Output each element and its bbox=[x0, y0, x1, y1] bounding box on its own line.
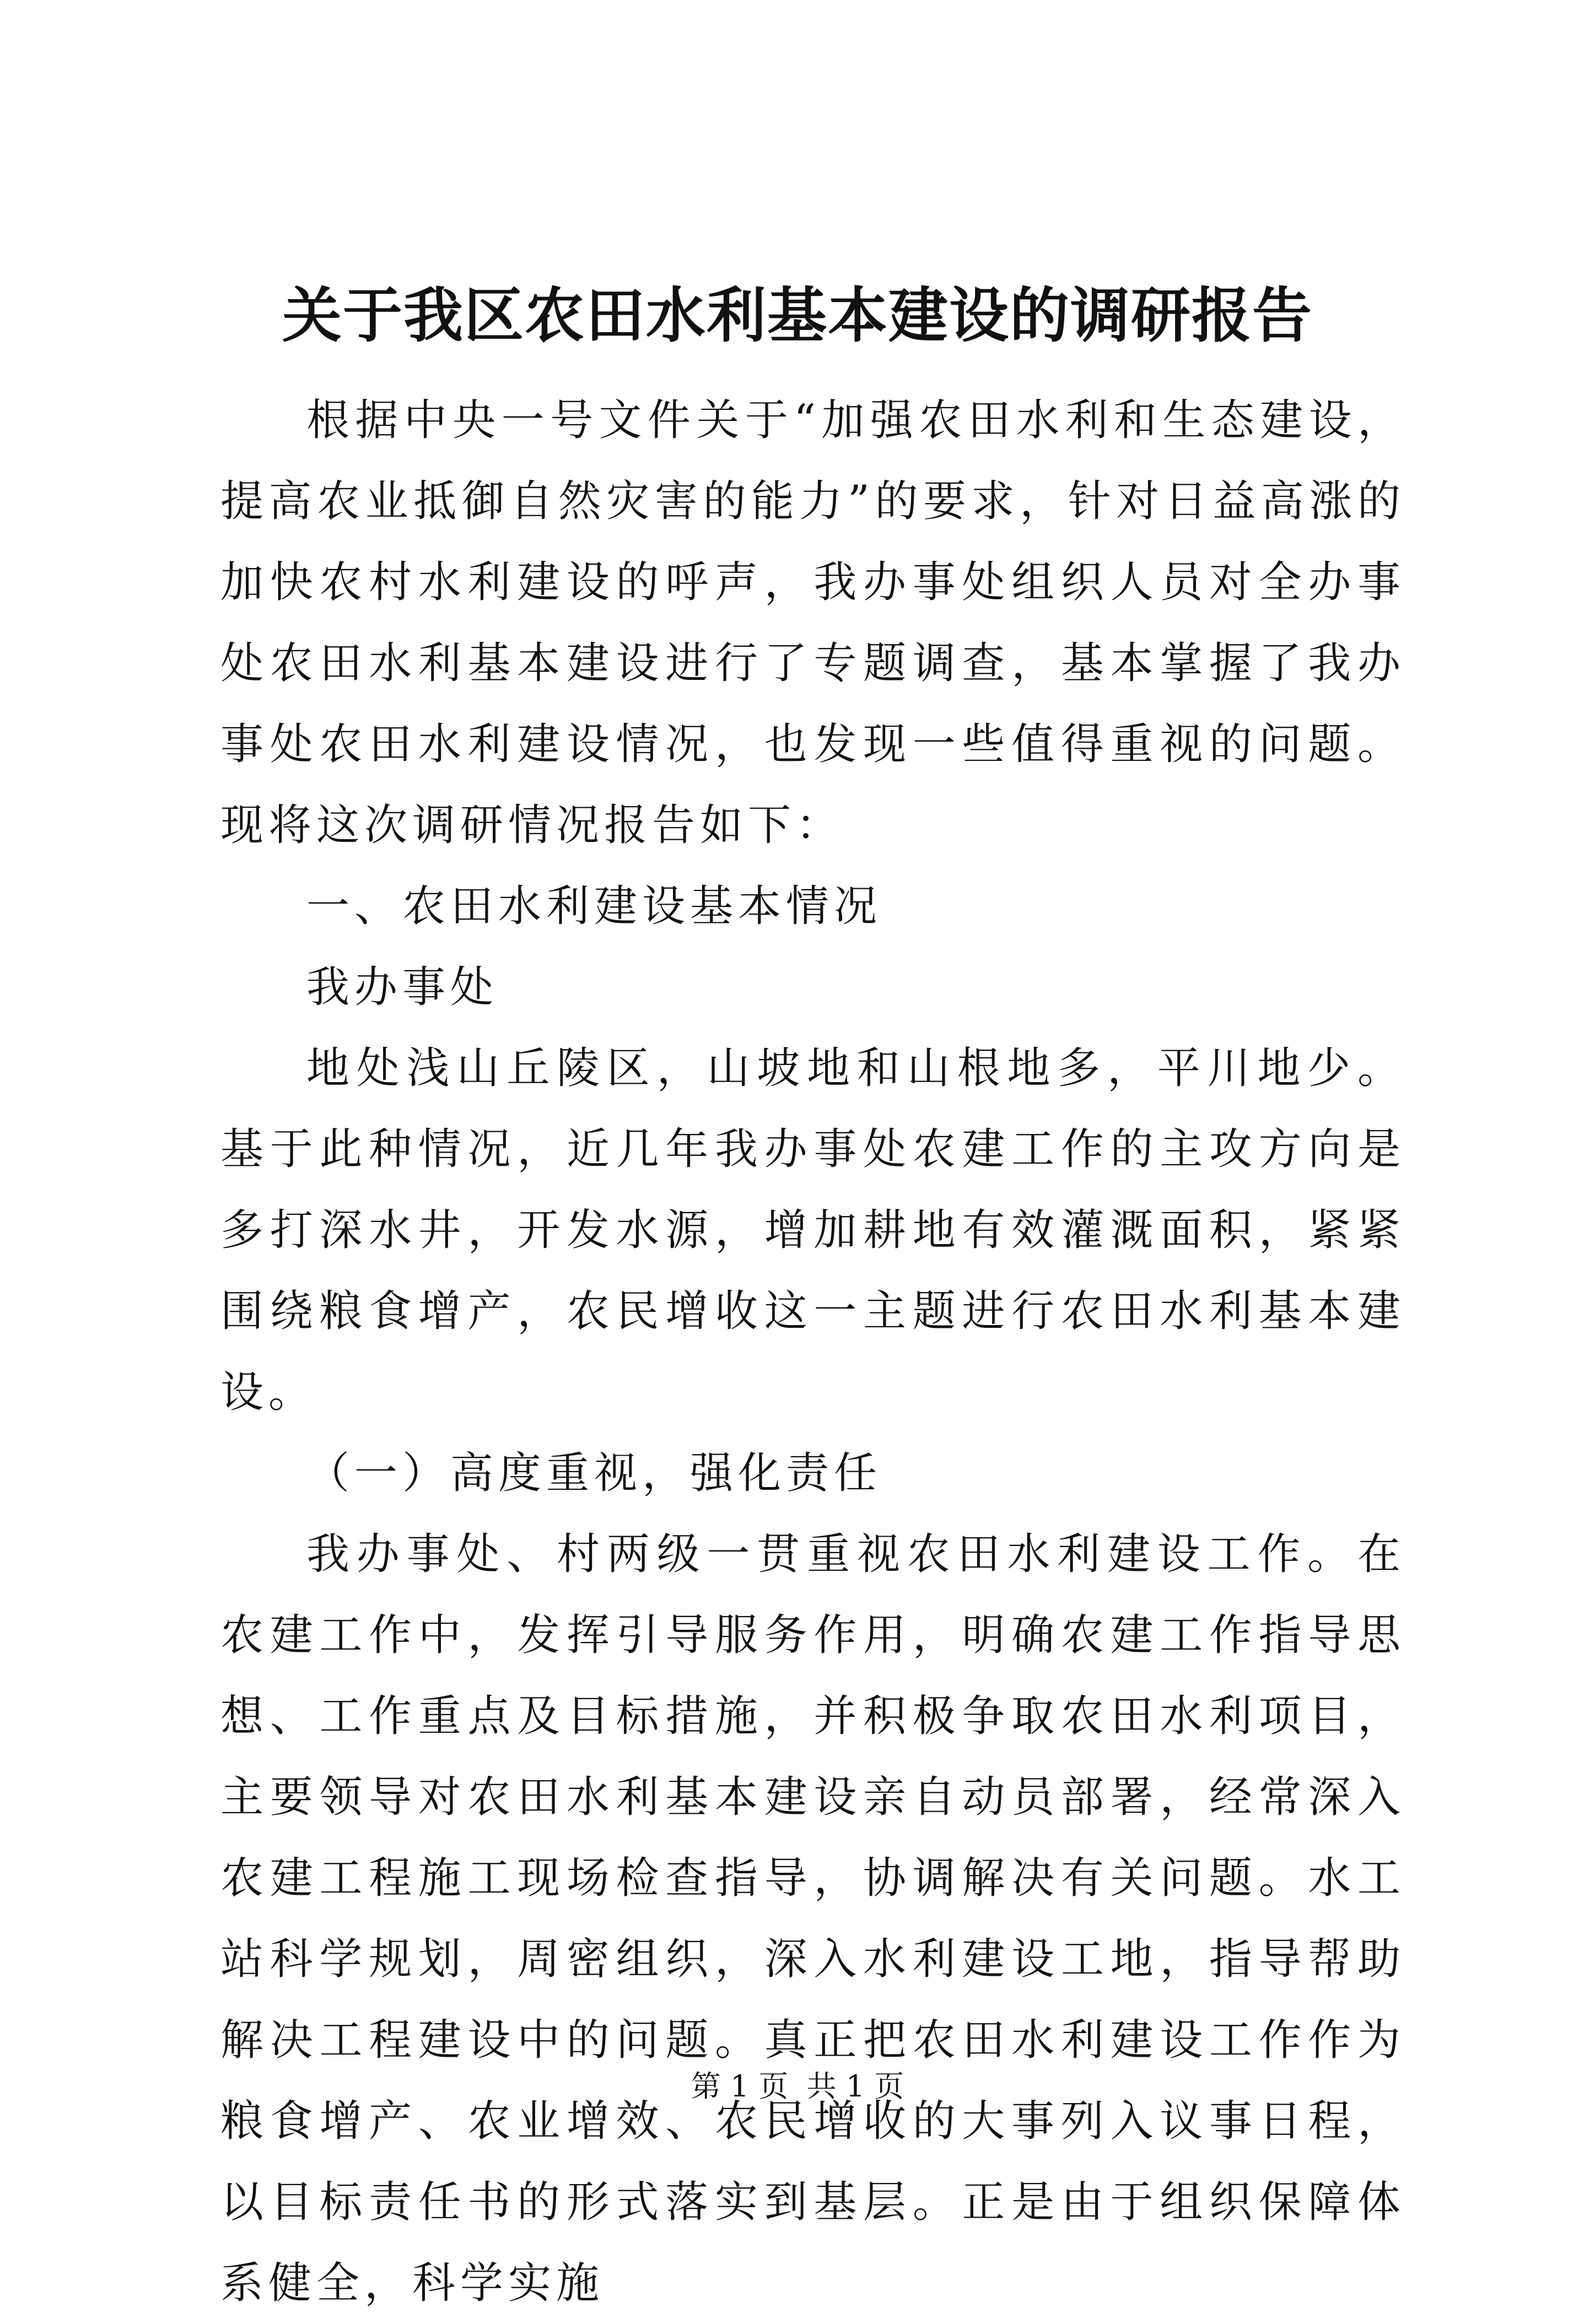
section-subject-line: 我办事处 bbox=[306, 963, 499, 1012]
section-heading-1: 一、农田水利建设基本情况 bbox=[306, 882, 882, 931]
document-body bbox=[220, 380, 1405, 2324]
page-footer bbox=[0, 2067, 1595, 2106]
responsibility-paragraph: 我办事处、村两级一贯重视农田水利建设工作。在农建工作中，发挥引导服务作用，明确农建工作指导思想、工作重点及目标措施，并积极争取农田水利项目，主要领导对农田水利基本建设亲自动员部署，经常深入农建工程施工现场检查指导，协调解决有关问题。水工站科学规划，周密组织，深入水利建设工地，指导帮助解决工程建设中的问题。真正把农田水利建设工作作为粮食增产、农业增效、农民增收的大事列入议事日程，以目标责任书的形式落实到基层。正是由于组织保障体系健全，科学实施 bbox=[220, 1529, 1405, 2308]
situation-paragraph: 地处浅山丘陵区，山坡地和山根地多，平川地少。基于此种情况，近几年我办事处农建工作的主攻方向是多打深水井，开发水源，增加耕地有效灌溉面积，紧紧围绕粮食增产，农民增收这一主题进行农田水利基本建设。 bbox=[220, 1044, 1405, 1417]
page-number: 第 1 页 bbox=[691, 2069, 789, 2104]
intro-paragraph: 根据中央一号文件关于“加强农田水利和生态建设，提高农业抵御自然灾害的能力”的要求，针对日益高涨的加快农村水利建设的呼声，我办事处组织人员对全办事处农田水利基本建设进行了专题调查，基本掌握了我办事处农田水利建设情况，也发现一些值得重视的问题。现将这次调研情况报告如下： bbox=[220, 396, 1405, 850]
subsection-heading-1: （一）高度重视，强化责任 bbox=[306, 1449, 882, 1498]
document-title: 关于我区农田水利基本建设的调研报告 bbox=[282, 281, 1313, 350]
page-total: 共 1 页 bbox=[806, 2069, 904, 2104]
